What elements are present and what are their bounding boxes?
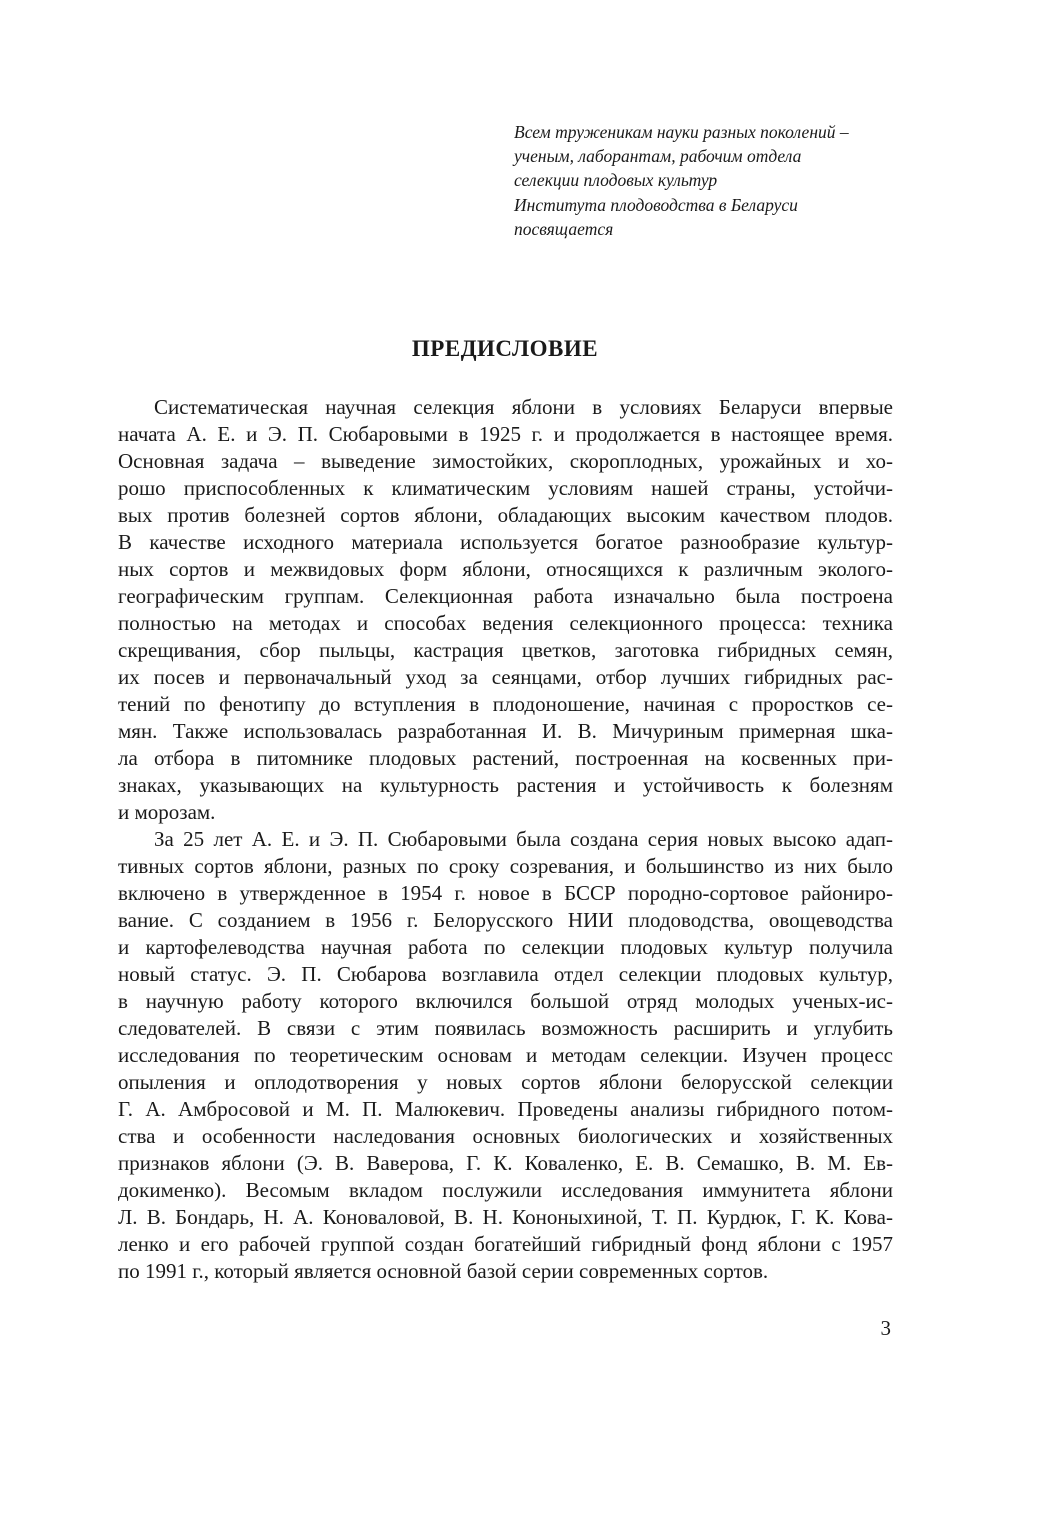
text-line: вых против болезней сортов яблони, обладающих высоким качеством плодов. (118, 503, 893, 527)
paragraph-2 (118, 826, 893, 1285)
text-line: новый статус. Э. П. Сюбарова возглавила отдел селекции плодовых культур, (118, 962, 893, 986)
dedication-line: Всем труженикам науки разных поколений – (514, 122, 849, 142)
text-line: Л. В. Бондарь, Н. А. Коноваловой, В. Н. Кононыхиной, Т. П. Курдюк, Г. К. Кова- (118, 1205, 893, 1229)
dedication-line: селекции плодовых культур (514, 170, 718, 191)
text-line: знаках, указывающих на культурность растения и устойчивость к болезням (118, 773, 893, 797)
section-heading: ПРЕДИСЛОВИЕ (411, 336, 599, 361)
text-line: Г. А. Амбросовой и М. П. Малюкевич. Проведены анализы гибридного потом- (118, 1097, 893, 1121)
text-line: ленко и его рабочей группой создан богатейший гибридный фонд яблони с 1957 (118, 1232, 893, 1256)
text-line: и морозам. (118, 800, 216, 824)
text-line: включено в утвержденное в 1954 г. новое в БССР породно-сортовое райониро- (118, 881, 893, 905)
page-number: 3 (880, 1316, 891, 1340)
dedication-line: ученым, лаборантам, рабочим отдела (514, 146, 802, 167)
text-line: В качестве исходного материала используется богатое разнообразие культур- (118, 530, 893, 554)
text-line: ла отбора в питомнике плодовых растений, построенная на косвенных при- (118, 746, 893, 770)
text-line: тений по фенотипу до вступления в плодоношение, начиная с проростков се- (118, 692, 893, 716)
text-line: За 25 лет А. Е. и Э. П. Сюбаровыми была создана серия новых высоко адап- (154, 827, 893, 851)
text-line: ных сортов и межвидовых форм яблони, относящихся к различным эколого- (118, 557, 893, 581)
text-line: вание. С созданием в 1956 г. Белорусского НИИ плодоводства, овощеводства (118, 908, 893, 932)
text-line: рошо приспособленных к климатическим условиям нашей страны, устойчи- (118, 476, 893, 500)
text-line: Основная задача – выведение зимостойких, скороплодных, урожайных и хо- (118, 449, 893, 473)
text-line: начата А. Е. и Э. П. Сюбаровыми в 1925 г. и продолжается в настоящее время. (118, 422, 893, 446)
text-line: ства и особенности наследования основных биологических и хозяйственных (118, 1124, 893, 1148)
dedication (514, 120, 934, 241)
text-line: и картофелеводства научная работа по селекции плодовых культур получила (118, 935, 893, 959)
text-line: полностью на методах и способах ведения селекционного процесса: техника (118, 611, 893, 635)
text-line: мян. Также использовалась разработанная И. В. Мичуриным примерная шка- (118, 719, 893, 743)
text-line: по 1991 г., который является основной базой серии современных сортов. (118, 1259, 769, 1283)
text-line: Систематическая научная селекция яблони в условиях Беларуси впервые (154, 395, 893, 419)
text-line: географическим группам. Селекционная работа изначально была построена (118, 584, 893, 608)
dedication-line: посвящается (514, 218, 614, 239)
dedication-line: Института плодоводства в Беларуси (514, 194, 798, 215)
text-line: следователей. В связи с этим появилась возможность расширить и углубить (118, 1016, 893, 1040)
text-line: их посев и первоначальный уход за сеянцами, отбор лучших гибридных рас- (118, 665, 893, 689)
text-line: скрещивания, сбор пыльцы, кастрация цветков, заготовка гибридных семян, (118, 638, 893, 662)
paragraph-1 (118, 394, 893, 826)
text-line: опыления и оплодотворения у новых сортов яблони белорусской селекции (118, 1070, 893, 1094)
text-line: в научную работу которого включился большой отряд молодых ученых-ис- (118, 989, 893, 1013)
text-line: докименко). Весомым вкладом послужили исследования иммунитета яблони (118, 1178, 893, 1202)
body-text (118, 394, 893, 1285)
text-line: тивных сортов яблони, разных по сроку созревания, и большинство из них было (118, 854, 893, 878)
text-line: признаков яблони (Э. В. Ваверова, Г. К. Коваленко, Е. В. Семашко, В. М. Ев- (118, 1151, 893, 1175)
text-line: исследования по теоретическим основам и методам селекции. Изучен процесс (118, 1043, 893, 1067)
